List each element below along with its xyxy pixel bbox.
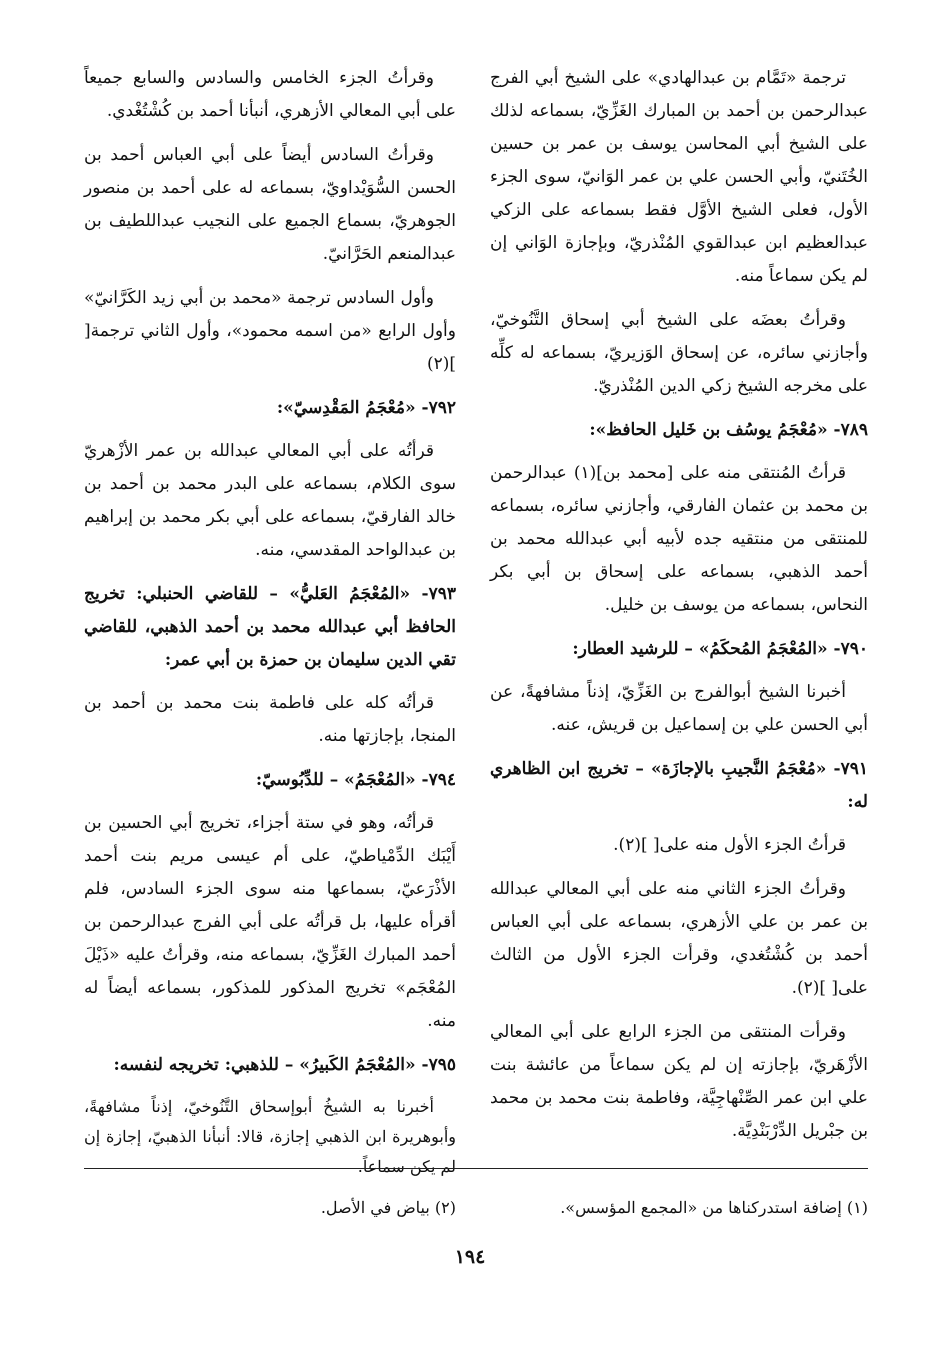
left-column: [84, 62, 456, 1193]
paragraph: قرأتُ الجزء الأول منه على[ ](٢).: [613, 835, 846, 855]
paragraph: قرأتُه كله على فاطمة بنت محمد بن أحمد بن المنجا، بإجازتها منه.: [84, 693, 456, 746]
entry-heading-789: ٧٨٩- «مُعْجَمُ يوسُف بن خَليل الحافظ»:: [589, 420, 868, 440]
footnote-2: (٢) بياض في الأصل.: [320, 1198, 456, 1217]
entry-heading-793: ٧٩٣- «المُعْجَمُ العَليُّ» – للقاضي الحنبلي: تخريج الحافظ أبي عبدالله محمد بن أحمد الذهبي، للقاضي تقي الدين سليمان بن حمزة بن أبي عمر:: [84, 584, 456, 670]
entry-heading-791: ٧٩١- «مُعْجَمُ النَّجيبِ بالإجازَة» – تخريج ابن الظاهري له:: [490, 759, 868, 812]
footnote-1: (١) إضافة استدركناها من «المجمع المؤسس».: [560, 1198, 868, 1217]
entry-heading-792: ٧٩٢- «مُعْجَمُ المَقْدِسيّ»:: [276, 398, 456, 418]
entry-heading-794: ٧٩٤- «المُعْجَمُ» – للدِّبُوسيّ:: [255, 770, 456, 790]
paragraph: وقرأتُ الجزء الخامس والسادس والسابع جميعاً على أبي المعالي الأزهري، أنبأنا أحمد بن كُشْتُغْدي.: [84, 68, 456, 121]
right-column: [490, 62, 868, 1159]
paragraph: أخبرنا الشيخ أبوالفرج بن الغَزِّيّ، إذناً مشافهةً، عن أبي الحسن علي بن إسماعيل بن قريش، عنه.: [490, 682, 868, 735]
paragraph: وقرأتُ الجزء الثاني منه على أبي المعالي عبدالله بن عمر بن علي الأزهري، بسماعه على أبي العباس أحمد بن كُشْتُغدي، وقرأت الجزء الأول من الثالث على[ ](٢).: [490, 879, 868, 998]
paragraph: وقرأتُ بعضَه على الشيخ أبي إسحاق التَّنُوخيّ، وأجازني سائره، عن إسحاق الوَزيريّ، بسماعه له كلِّه على مخرجه الشيخ زكي الدين المُنْذريّ.: [490, 310, 868, 396]
paragraph: وأول السادس ترجمة «محمد بن أبي زيد الكَرَّانيّ» وأول الرابع «من اسمه محمود»، وأول الثاني ترجمة[ ](٢): [84, 288, 456, 374]
paragraph: قرأتُ المُنتقى منه على [محمد بن](١) عبدالرحمن بن محمد بن عثمان الفارقي، وأجازني سائره، بسماعه للمنتقى من منتقيه جده لأبيه أبي عبدالله محمد بن أحمد الذهبي، بسماعه على إسحاق بن أبي بكر النحاس، بسماعه من يوسف بن خليل.: [490, 463, 868, 615]
paragraph: وقرأتُ السادس أيضاً على أبي العباس أحمد بن الحسن السُّوَيْداويّ، بسماعه له على أحمد بن منصور الجوهريّ، بسماع الجميع على النجيب عبداللطيف بن عبدالمنعم الحَرَّانيّ.: [84, 145, 456, 264]
paragraph: قرأتُه، وهو في ستة أجزاء، تخريج أبي الحسين بن أَيْبَك الدِّمْياطيّ، على أم عيسى مريم بنت أحمد الأذْرَعيّ، بسماعها منه سوى الجزء السادس، فلم أقرأه عليها، بل قرأتُه على أبي الفرج عبدالرحمن بن أحمد المبارك الغَزِّيّ، بسماعه منه، وقرأتُ عليه «ذَيْلَ المُعْجَم» تخريج المذكور للمذكور، بسماعه أيضاً له منه.: [84, 813, 456, 1031]
paragraph: أخبرنا به الشيخُ أبوإسحاق التَّنُوخيّ، إذناً مشافهةً، وأبوهريرة ابن الذهبي إجازة، قالا: أنبأنا الذهبيّ، إجازة إن لم يكن سماعاً.: [84, 1097, 456, 1176]
paragraph: ترجمة «تَمَّام بن عبدالهادي» على الشيخ أبي الفرج عبدالرحمن بن أحمد بن المبارك الغَزِّيّ، بسماعه لذلك على الشيخ أبي المحاسن يوسف بن عمر بن حسين الخُتَنيّ، وأبي الحسن علي بن عمر الوَانيّ، سوى الجزء الأول، فعلى الشيخ الأوَّل فقط بسماعه على الزكي عبدالعظيم ابن عبدالقوي المُنْذريّ، وبإجازة الوَاني إن لم يكن سماعاً منه.: [490, 68, 868, 286]
footnote-divider: [84, 1168, 868, 1169]
paragraph: وقرأت المنتقى من الجزء الرابع على أبي المعالي الأزْهَريّ، بإجازته إن لم يكن سماعاً من عائشة بنت علي ابن عمر الصِّنْهاجِيَّة، وفاطمة بنت محمد بن محمد بن جبْريل الدِّرْبَنْدِيَّة.: [490, 1022, 868, 1141]
entry-heading-795: ٧٩٥- «المُعْجَمُ الكَبيرُ» – للذهبي: تخريجه لنفسه:: [113, 1055, 456, 1075]
page-number: ١٩٤: [454, 1246, 486, 1268]
paragraph: قرأتُه على أبي المعالي عبدالله بن عمر الأزْهريّ سوى الكلام، بسماعه على البدر محمد بن أحمد بن خالد الفارقيّ، بسماعه على أبي بكر محمد بن إبراهيم بن عبدالواحد المقدسي، منه.: [84, 441, 456, 560]
entry-heading-790: ٧٩٠- «المُعْجَمُ المُحكَمُ» – للرشيد العطار:: [572, 639, 868, 659]
